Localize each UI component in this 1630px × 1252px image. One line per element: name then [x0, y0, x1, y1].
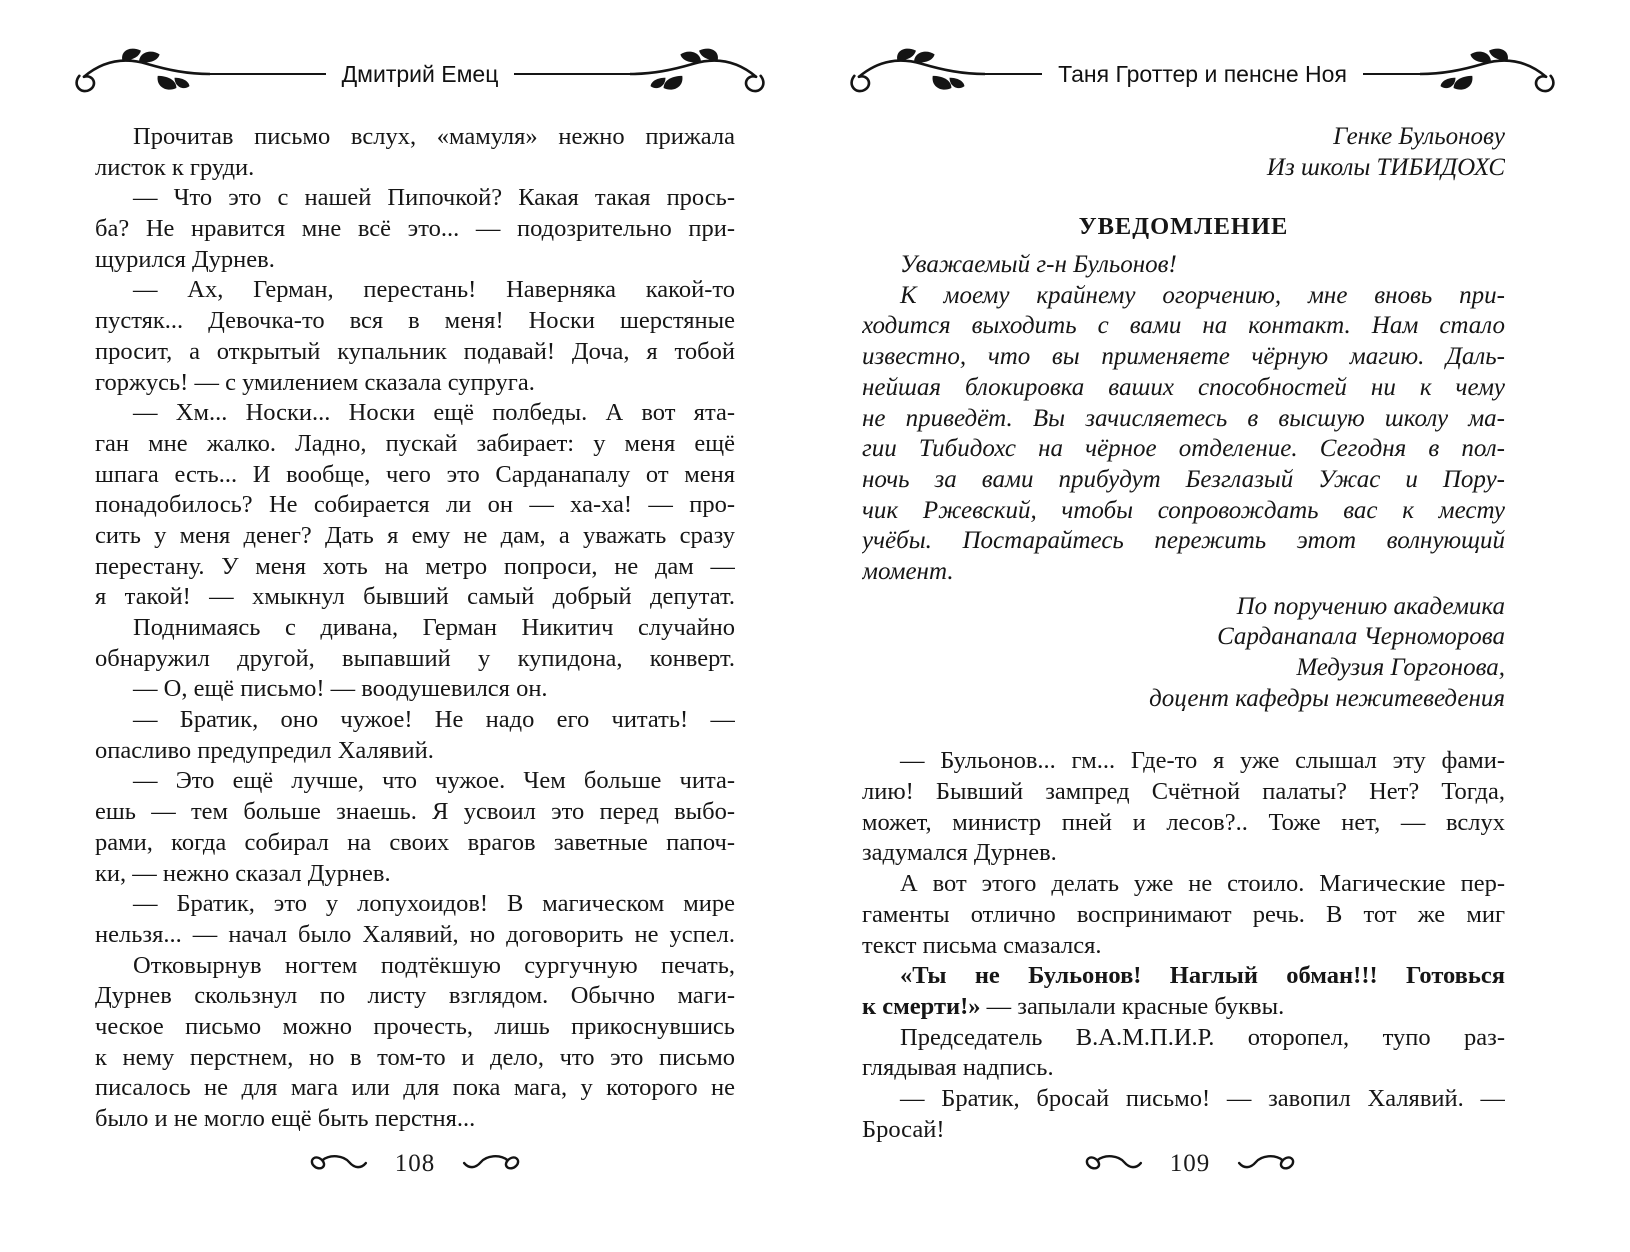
- text-line: рами, когда собирал на своих врагов заветные папоч-: [95, 828, 735, 856]
- text-line: Председатель В.А.М.П.И.Р. оторопел, тупо раз-: [900, 1023, 1505, 1051]
- text-line: шпага есть... И вообще, чего это Сарданапалу от меня: [95, 460, 735, 488]
- text-line: я такой! — хмыкнул бывший самый добрый депутат.: [95, 583, 735, 611]
- bold-text: «Ты не Бульонов! Наглый обман!!! Готовься: [900, 962, 1505, 990]
- text-line: писалось не для мага или для пока мага, у которого не: [95, 1074, 735, 1102]
- text-line: задумался Дурнев.: [862, 839, 1057, 867]
- paragraph: [862, 250, 1505, 281]
- header-rule: [1363, 73, 1420, 75]
- text-line: пустяк... Девочка-то вся в меня! Носки шерстяные: [95, 307, 735, 335]
- left-page-paragraphs: [95, 122, 735, 1135]
- text-line: сить у меня денег? Дать я ему не дам, а уважать сразу: [95, 521, 735, 549]
- swirl-flourish-icon: [307, 1151, 369, 1177]
- swirl-flourish-icon: [461, 1151, 523, 1177]
- text-line: щурился Дурнев.: [95, 245, 275, 273]
- text-line: опасливо предупредил Халявий.: [95, 736, 434, 764]
- text-line: Отковырнув ногтем подтёкшую сургучную печать,: [133, 951, 735, 979]
- right-page-text: [862, 122, 1505, 1145]
- text-line: Поднимаясь с дивана, Герман Никитич случайно: [133, 614, 735, 641]
- paragraph: [862, 281, 1505, 588]
- text-line: листок к груди.: [95, 153, 255, 181]
- text-line: момент.: [862, 557, 954, 585]
- text-line: понадобилось? Не собирается ли он — ха-ха! — про-: [95, 491, 735, 519]
- left-page-number-row: [95, 1146, 735, 1182]
- text-line: [862, 992, 1505, 1023]
- text-line: к нему перстнем, но в том-то и дело, что это письмо: [95, 1043, 735, 1071]
- text-line: Дурнев скользнул по листу взглядом. Обычно маги-: [95, 982, 735, 1010]
- text-line: ночь за вами прибудут Безглазый Ужас и Пору-: [862, 465, 1505, 493]
- text-line: [862, 961, 1505, 992]
- text-line: нейшая блокировка ваших способностей ни к чему: [862, 373, 1505, 401]
- text-line: А вот этого делать уже не стоило. Магические пер-: [900, 870, 1505, 898]
- text: — запылали красные буквы.: [980, 992, 1285, 1020]
- paragraph: [95, 705, 735, 766]
- notice-title: УВЕДОМЛЕНИЕ: [1078, 213, 1289, 241]
- text-line: глядывая надпись.: [862, 1054, 1054, 1082]
- text-line: По поручению академика: [1236, 592, 1505, 620]
- laurel-flourish-icon: [845, 46, 985, 102]
- text-line: Сарданапала Черноморова: [1217, 623, 1505, 651]
- text-line: — Братик, оно чужое! Не надо его читать! —: [133, 706, 735, 734]
- text-line: — Хм... Носки... Носки ещё полбеды. А вот ята-: [133, 399, 735, 427]
- text-line: чик Ржевский, чтобы сопровождать вас к месту: [862, 496, 1505, 524]
- text-line: не приведёт. Вы зачисляетесь в высшую школу ма-: [862, 404, 1505, 432]
- paragraph: [862, 592, 1505, 715]
- paragraph: [95, 398, 735, 613]
- text-line: — Бульонов... гм... Где-то я уже слышал эту фами-: [900, 747, 1505, 775]
- left-page-text: [95, 122, 735, 1135]
- text-line: Из школы ТИБИДОХС: [1266, 153, 1505, 181]
- header-rule: [514, 73, 630, 75]
- page-number: 109: [1169, 1150, 1211, 1177]
- text-line: Уважаемый г-н Бульонов!: [900, 251, 1177, 279]
- header-rule: [210, 73, 326, 75]
- letter-signature: [862, 592, 1505, 715]
- text-line: может, министр пней и лесов?.. Тоже нет, — вслух: [862, 808, 1505, 836]
- text-line: известно, что вы применяете чёрную магию. Даль-: [862, 343, 1505, 371]
- paragraph: [95, 951, 735, 1135]
- swirl-flourish-icon: [1082, 1151, 1144, 1177]
- header-rule: [985, 73, 1042, 75]
- paragraph: [862, 1084, 1505, 1145]
- laurel-flourish-icon: [70, 46, 210, 102]
- text-line: перестану. У меня хоть на метро попроси, не дам —: [95, 552, 735, 580]
- paragraph: [95, 613, 735, 674]
- right-page-number-row: [870, 1146, 1510, 1182]
- right-header-title: Таня Гроттер и пенсне Ноя: [1058, 60, 1347, 87]
- left-header-title: Дмитрий Емец: [341, 60, 499, 87]
- text-line: лию! Бывший зампред Счётной палаты? Нет? Тогда,: [862, 778, 1505, 806]
- text-line: текст письма смазался.: [862, 931, 1102, 959]
- text-line: ешь — тем больше знаешь. Я усвоил это перед выбо-: [95, 798, 735, 826]
- text-line: Прочитав письмо вслух, «мамуля» нежно прижала: [133, 123, 735, 150]
- left-running-header: [70, 44, 770, 104]
- text-line: — О, ещё письмо! — воодушевился он.: [133, 675, 548, 703]
- text-line: Медузия Горгонова,: [1296, 654, 1505, 681]
- right-page-paragraphs: [862, 746, 1505, 1145]
- text-line: — Что это с нашей Пипочкой? Какая такая прось-: [133, 184, 735, 212]
- text-line: — Это ещё лучше, что чужое. Чем больше чита-: [133, 767, 735, 795]
- paragraph: [862, 961, 1505, 1022]
- paragraph: [862, 746, 1505, 869]
- text-line: К моему крайнему огорчению, мне вновь при-: [900, 281, 1505, 309]
- text-line: ба? Не нравится мне всё это... — подозрительно при-: [95, 215, 735, 243]
- text-line: — Братик, бросай письмо! — завопил Халявий. —: [900, 1084, 1505, 1112]
- letter-recipient: [862, 122, 1505, 183]
- text-line: гаменты отлично воспринимают речь. В тот же миг: [862, 900, 1505, 928]
- text-line: ган мне жалко. Ладно, пускай забирает: у меня ещё: [95, 429, 735, 457]
- text-line: ходится выходить с вами на контакт. Нам стало: [862, 312, 1505, 340]
- page-number: 108: [394, 1150, 436, 1177]
- laurel-flourish-icon: [1420, 46, 1560, 102]
- paragraph: [95, 122, 735, 183]
- text-line: — Братик, это у лопухоидов! В магическом мире: [133, 890, 735, 918]
- text-line: нельзя... — начал было Халявий, но договорить не успел.: [95, 920, 735, 948]
- right-running-header: [845, 44, 1560, 104]
- letter-salutation: [862, 250, 1505, 281]
- text-line: ки, — нежно сказал Дурнев.: [95, 859, 391, 887]
- text-line: было и не могло ещё быть перстня...: [95, 1105, 476, 1132]
- text-line: Генке Бульонову: [1333, 123, 1505, 150]
- text-line: Бросай!: [862, 1115, 945, 1143]
- text-line: ческое письмо можно прочесть, лишь прикоснувшись: [95, 1012, 735, 1040]
- paragraph: [95, 183, 735, 275]
- text-line: обнаружил другой, выпавший у купидона, конверт.: [95, 644, 735, 672]
- text-line: просит, а открытый купальник подавай! Доча, я тобой: [95, 337, 735, 365]
- paragraph: [862, 869, 1505, 961]
- text-line: горжусь! — с умилением сказала супруга.: [95, 368, 535, 396]
- bold-text: к смерти!»: [862, 992, 981, 1020]
- laurel-flourish-icon: [630, 46, 770, 102]
- paragraph: [95, 889, 735, 950]
- paragraph: [95, 766, 735, 889]
- text-line: гии Тибидохс на чёрное отделение. Сегодня в пол-: [862, 435, 1505, 463]
- letter-body: [862, 281, 1505, 588]
- paragraph: [95, 674, 735, 705]
- paragraph: [95, 275, 735, 398]
- paragraph: [862, 122, 1505, 183]
- text-line: — Ах, Герман, перестань! Наверняка какой-то: [133, 276, 735, 304]
- text-line: доцент кафедры нежитеведения: [1149, 684, 1505, 712]
- paragraph: [862, 1023, 1505, 1084]
- swirl-flourish-icon: [1236, 1151, 1298, 1177]
- text-line: учёбы. Постарайтесь пережить этот волнующий: [862, 527, 1505, 555]
